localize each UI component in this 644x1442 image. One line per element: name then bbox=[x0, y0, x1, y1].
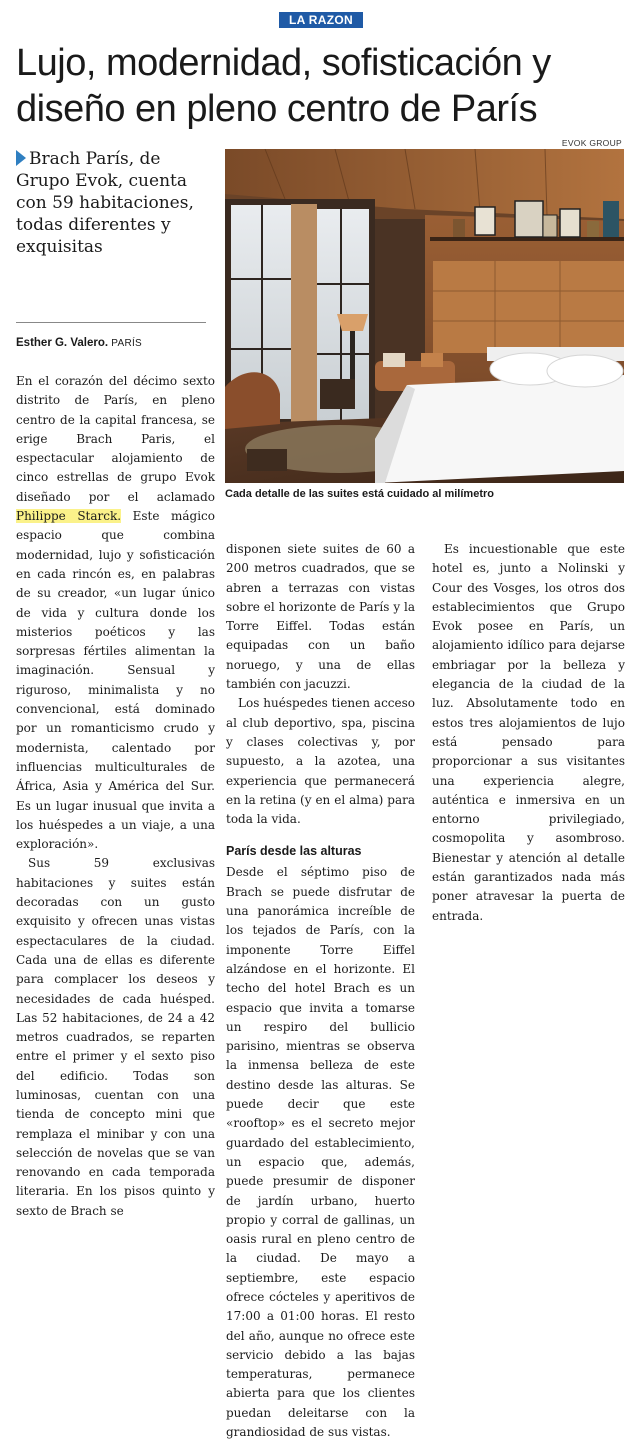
byline-location: PARÍS bbox=[111, 338, 143, 349]
paragraph: Es incuestionable que este hotel es, junto a Nolinski y Cour des Vosges, los otros dos establecimientos que Grupo Evok posee en París, un alojamiento idílico para dejarse embriagar por la belleza y elegancia de la ciudad de la luz. Absolutamente todo en estos tres alojamientos de lujo está pensado para proporcionar a sus visitantes una experiencia alegre, auténtica e inmersiva en un entorno privilegiado, cosmopolita y asombroso. Bienestar y atención al detalle están garantizados nada más poner atravesar la puerta de entrada. bbox=[432, 542, 625, 923]
paragraph: Los huéspedes tienen acceso al club deportivo, spa, piscina y clases colectivas y, por supuesto, a la azotea, una experiencia que permanecerá en la retina (y en el alma) para toda la vida. bbox=[226, 696, 415, 827]
article-column-3 bbox=[432, 540, 625, 926]
paragraph: Sus 59 exclusivas habitaciones y suites están decoradas con un gusto exquisito y ofrecen unas vistas espectaculares de la ciudad. Cada una de ellas es diferente para complacer los deseos y necesidades de cada huésped. Las 52 habitaciones, de 24 a 42 metros cuadrados, se reparten entre el primer y el sexto piso del edificio. Todas son luminosas, cuentan con una tienda de concepto mini que remplaza el minibar y con una selección de novelas que se van renovando en cada temporada literaria. En los pisos quinto y sexto de Brach se bbox=[16, 856, 215, 1218]
headline: Lujo, modernidad, sofisticación y diseño en pleno centro de París bbox=[16, 42, 551, 130]
article-photo bbox=[225, 149, 624, 483]
byline bbox=[16, 337, 216, 349]
paragraph: Desde el séptimo piso de Brach se puede disfrutar de una panorámica increíble de los tejados de París, con la imponente Torre Eiffel alzándose en el horizonte. El techo del hotel Brach es un espacio que invita a tomarse un respiro del bullicio parisino, mientras se observa la inmensa belleza de este destino desde las alturas. Se puede decir que este «rooftop» es el secreto mejor guardado del establecimiento, un espacio que, además, puede presumir de disponer de jardín urbano, huerto propio y corral de gallinas, un oasis rural en pleno centro de la ciudad. De mayo a septiembre, este espacio ofrece cócteles y aperitivos de 17:00 a 01:00 horas. El resto del año, aunque no ofrece este servicio debido a las bajas temperaturas, permanece abierta para que los clientes puedan deleitarse con la grandiosidad de sus vistas. bbox=[226, 865, 415, 1440]
paragraph bbox=[16, 372, 215, 854]
section-subhead: París desde las alturas bbox=[226, 844, 362, 859]
article-column-1 bbox=[16, 372, 215, 1221]
photo-credit: EVOK GROUP bbox=[561, 138, 622, 148]
deck-marker-icon bbox=[16, 150, 26, 166]
byline-author: Esther G. Valero. bbox=[16, 337, 109, 349]
paragraph: disponen siete suites de 60 a 200 metros cuadrados, que se abren a terrazas con vistas sobre el horizonte de París y la Torre Eiffel. Todas están equipadas con un baño noruego, y una de ellas también con jacuzzi. bbox=[226, 542, 415, 692]
masthead-logo: LA RAZON bbox=[279, 12, 363, 28]
deck bbox=[16, 148, 216, 258]
deck-text: Brach París, de Grupo Evok, cuenta con 59 habitaciones, todas diferentes y exquisitas bbox=[16, 149, 194, 257]
paragraph-text: En el corazón del décimo sexto distrito de París, en pleno centro de la capital francesa, se erige Brach Paris, el espectacular alojamiento de cinco estrellas de grupo Evok diseñado por el aclamado bbox=[16, 374, 215, 504]
divider bbox=[16, 322, 206, 323]
paragraph-text: Este mágico espacio que combina modernidad, lujo y sofisticación en cada rincón es, en palabras de su creador, «un lugar único de vida y cultura donde los misterios poéticos y las sorpresas fértiles alimentan la imaginación. Sensual y riguroso, minimalista y no convencional, está dominado por un romanticismo crudo y modernista, calentado por influencias multiculturales de África, Asia y América del Sur. Es un lugar inusual que invita a los huéspedes a un viaje, a una exploración». bbox=[16, 509, 216, 852]
photo-caption: Cada detalle de las suites está cuidado al milímetro bbox=[225, 488, 494, 500]
highlighted-name: Philippe Starck. bbox=[16, 509, 122, 524]
article-column-2 bbox=[226, 540, 415, 1442]
